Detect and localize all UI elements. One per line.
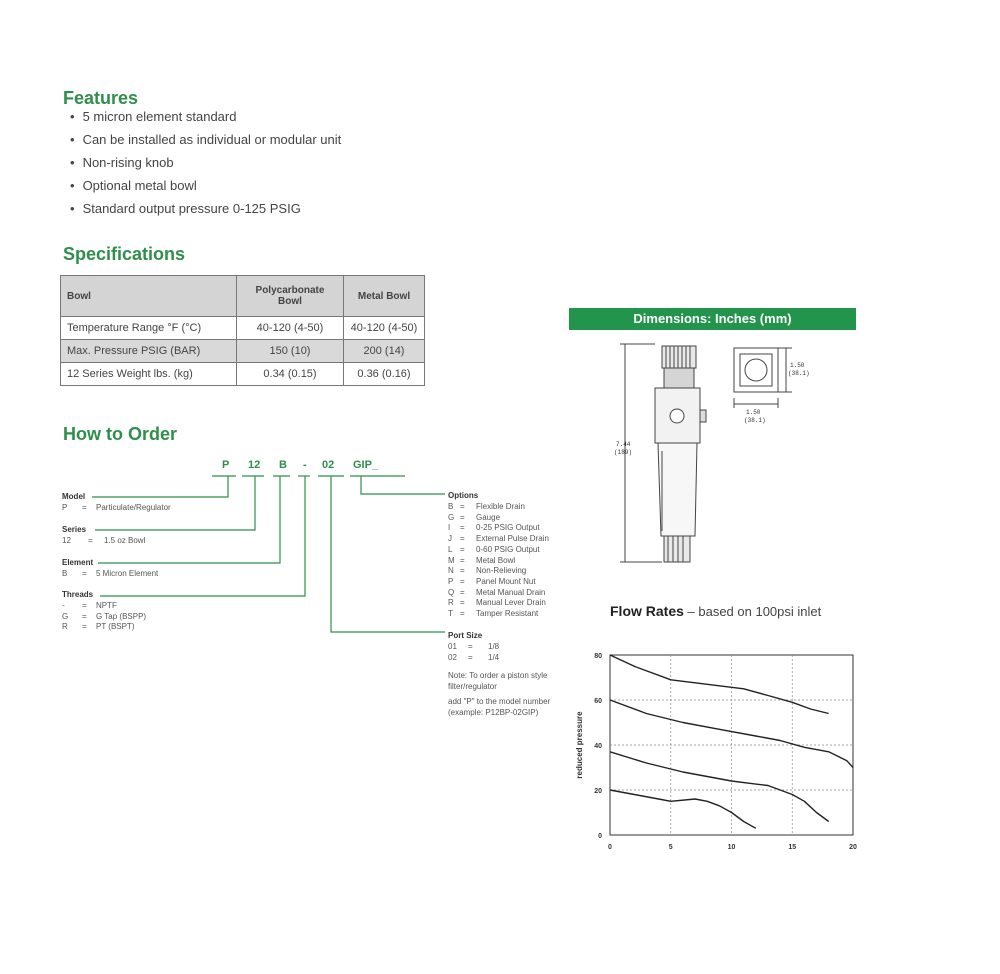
option-code: T <box>448 609 453 619</box>
order-code-threads: - <box>303 459 307 471</box>
option-desc: 1/4 <box>488 652 500 662</box>
option-eq: = <box>460 609 465 619</box>
port-size-title: Port Size <box>448 631 483 640</box>
y-tick-label: 40 <box>594 743 602 750</box>
option-line <box>448 577 588 588</box>
option-eq: = <box>82 503 87 512</box>
option-eq: = <box>468 642 473 651</box>
option-eq: = <box>82 611 87 621</box>
option-desc: 1.5 oz Bowl <box>104 536 146 545</box>
option-code: G <box>448 512 455 522</box>
element-line <box>62 569 242 580</box>
how-to-order-heading: How to Order <box>63 424 178 444</box>
dimension-depth-mm-label: (38.1) <box>744 417 766 424</box>
table-cell: 0.34 (0.15) <box>237 363 344 386</box>
x-tick-label: 10 <box>727 844 736 851</box>
option-desc: G Tap (BSPP) <box>96 611 147 621</box>
dimensions-title-bar: Dimensions: Inches (mm) <box>569 308 856 330</box>
dimension-height-mm-label: (189) <box>614 449 633 456</box>
option-eq: = <box>460 576 465 586</box>
order-code-element: B <box>279 459 287 471</box>
option-eq: = <box>460 555 465 565</box>
option-desc: Metal Bowl <box>476 555 516 565</box>
option-desc: External Pulse Drain <box>476 534 549 544</box>
option-desc: Manual Lever Drain <box>476 598 546 608</box>
option-eq: = <box>460 598 465 608</box>
product-dimension-drawing <box>600 336 830 576</box>
option-code: Q <box>448 587 455 597</box>
table-cell: 12 Series Weight lbs. (kg) <box>61 363 237 386</box>
option-code: R <box>62 622 68 632</box>
flow-rates-title <box>610 603 821 619</box>
option-code: L <box>448 544 453 554</box>
option-code: B <box>448 502 454 511</box>
x-tick-label: 5 <box>668 844 673 851</box>
option-eq: = <box>82 622 87 632</box>
option-line <box>448 556 588 567</box>
specifications-heading: Specifications <box>63 244 186 264</box>
table-header-cell: Polycarbonate Bowl <box>237 276 344 317</box>
features-heading: Features <box>63 88 139 108</box>
y-tick-label: 60 <box>594 698 602 705</box>
y-tick-label: 0 <box>598 833 602 840</box>
x-tick-label: 20 <box>849 844 857 851</box>
options-lines <box>448 502 588 620</box>
model-title: Model <box>62 492 86 501</box>
table-cell: 150 (10) <box>237 340 344 363</box>
dimension-width-mm-label: (38.1) <box>788 370 810 377</box>
flow-rate-chart <box>560 640 870 860</box>
option-desc: Metal Manual Drain <box>476 587 546 597</box>
x-tick-label: 15 <box>788 844 797 851</box>
order-code-options: GIP_ <box>353 459 379 471</box>
y-tick-label: 80 <box>594 653 602 660</box>
option-code: P <box>62 503 68 512</box>
option-code: 02 <box>448 652 457 662</box>
table-cell: Max. Pressure PSIG (BAR) <box>61 340 237 363</box>
series-line <box>62 536 242 547</box>
option-desc: Particulate/Regulator <box>96 503 171 512</box>
dimension-width-label: 1.50 <box>790 362 805 369</box>
flow-curve <box>610 655 829 714</box>
threads-line <box>62 601 242 612</box>
threads-line <box>62 622 242 633</box>
option-desc: Panel Mount Nut <box>476 576 536 586</box>
option-eq: = <box>460 534 465 544</box>
option-desc: Gauge <box>476 512 501 522</box>
option-line <box>448 545 588 556</box>
option-eq: = <box>460 502 465 511</box>
option-desc: Tamper Resistant <box>476 609 539 619</box>
flow-rates-subtitle: – based on 100psi inlet <box>683 604 822 619</box>
option-code: 01 <box>448 642 457 651</box>
option-desc: 0-60 PSIG Output <box>476 544 540 554</box>
option-code: P <box>448 576 454 586</box>
flow-curve <box>610 752 829 822</box>
option-eq: = <box>460 566 465 576</box>
option-code: G <box>62 611 69 621</box>
option-line <box>448 566 588 577</box>
table-header-cell: Metal Bowl <box>344 276 425 317</box>
y-tick-label: 20 <box>594 788 602 795</box>
option-eq: = <box>460 523 465 533</box>
option-eq: = <box>82 601 87 610</box>
option-line <box>448 534 588 545</box>
option-eq: = <box>82 569 87 578</box>
feature-item: • Non-rising knob <box>70 151 341 174</box>
option-code: I <box>448 523 451 533</box>
y-axis-label: reduced pressure <box>575 711 584 779</box>
threads-title: Threads <box>62 590 94 599</box>
dimension-height-label: 7.44 <box>616 441 631 448</box>
option-eq: = <box>460 587 465 597</box>
series-title: Series <box>62 525 87 534</box>
flow-rates-title-text: Flow Rates <box>610 603 684 619</box>
option-eq: = <box>460 512 465 522</box>
table-cell: 0.36 (0.16) <box>344 363 425 386</box>
order-code-series: 12 <box>248 459 261 471</box>
option-code: J <box>448 534 452 544</box>
order-note-2: add "P" to the model number (example: P12BP-02GIP) <box>448 697 551 717</box>
table-cell: 40-120 (4-50) <box>237 317 344 340</box>
element-title: Element <box>62 558 94 567</box>
option-code: - <box>62 601 65 610</box>
threads-line <box>62 612 242 623</box>
option-desc: 0-25 PSIG Output <box>476 523 540 533</box>
option-desc: Non-Relieving <box>476 566 527 576</box>
option-code: B <box>62 569 68 578</box>
x-tick-label: 0 <box>608 844 612 851</box>
feature-item: • Standard output pressure 0-125 PSIG <box>70 197 341 220</box>
option-line <box>448 609 588 620</box>
option-line <box>448 513 588 524</box>
option-desc: 5 Micron Element <box>96 569 159 578</box>
table-cell: Temperature Range °F (°C) <box>61 317 237 340</box>
option-code: R <box>448 598 454 608</box>
table-header-cell: Bowl <box>61 276 237 317</box>
flow-curve <box>610 790 756 828</box>
order-code-model: P <box>222 459 230 471</box>
option-code: N <box>448 566 454 576</box>
feature-item: • Can be installed as individual or modular unit <box>70 128 341 151</box>
option-desc: NPTF <box>96 601 117 610</box>
option-eq: = <box>468 652 473 662</box>
option-code: 12 <box>62 536 71 545</box>
order-code-port: 02 <box>322 459 335 471</box>
dimension-depth-label: 1.50 <box>746 409 761 416</box>
feature-item: • Optional metal bowl <box>70 174 341 197</box>
option-desc: PT (BSPT) <box>96 622 135 632</box>
option-desc: Flexible Drain <box>476 502 525 511</box>
options-title: Options <box>448 491 479 500</box>
order-note-1: Note: To order a piston style filter/regulator <box>448 671 548 691</box>
option-line <box>448 598 588 609</box>
table-cell: 200 (14) <box>344 340 425 363</box>
option-line <box>448 588 588 599</box>
option-line <box>448 502 588 513</box>
table-cell: 40-120 (4-50) <box>344 317 425 340</box>
option-code: M <box>448 555 455 565</box>
threads-lines <box>62 601 242 633</box>
option-desc: 1/8 <box>488 642 500 651</box>
model-line <box>62 503 242 514</box>
option-eq: = <box>460 544 465 554</box>
feature-item: • 5 micron element standard <box>70 105 341 128</box>
option-eq: = <box>88 536 93 545</box>
option-line <box>448 523 588 534</box>
